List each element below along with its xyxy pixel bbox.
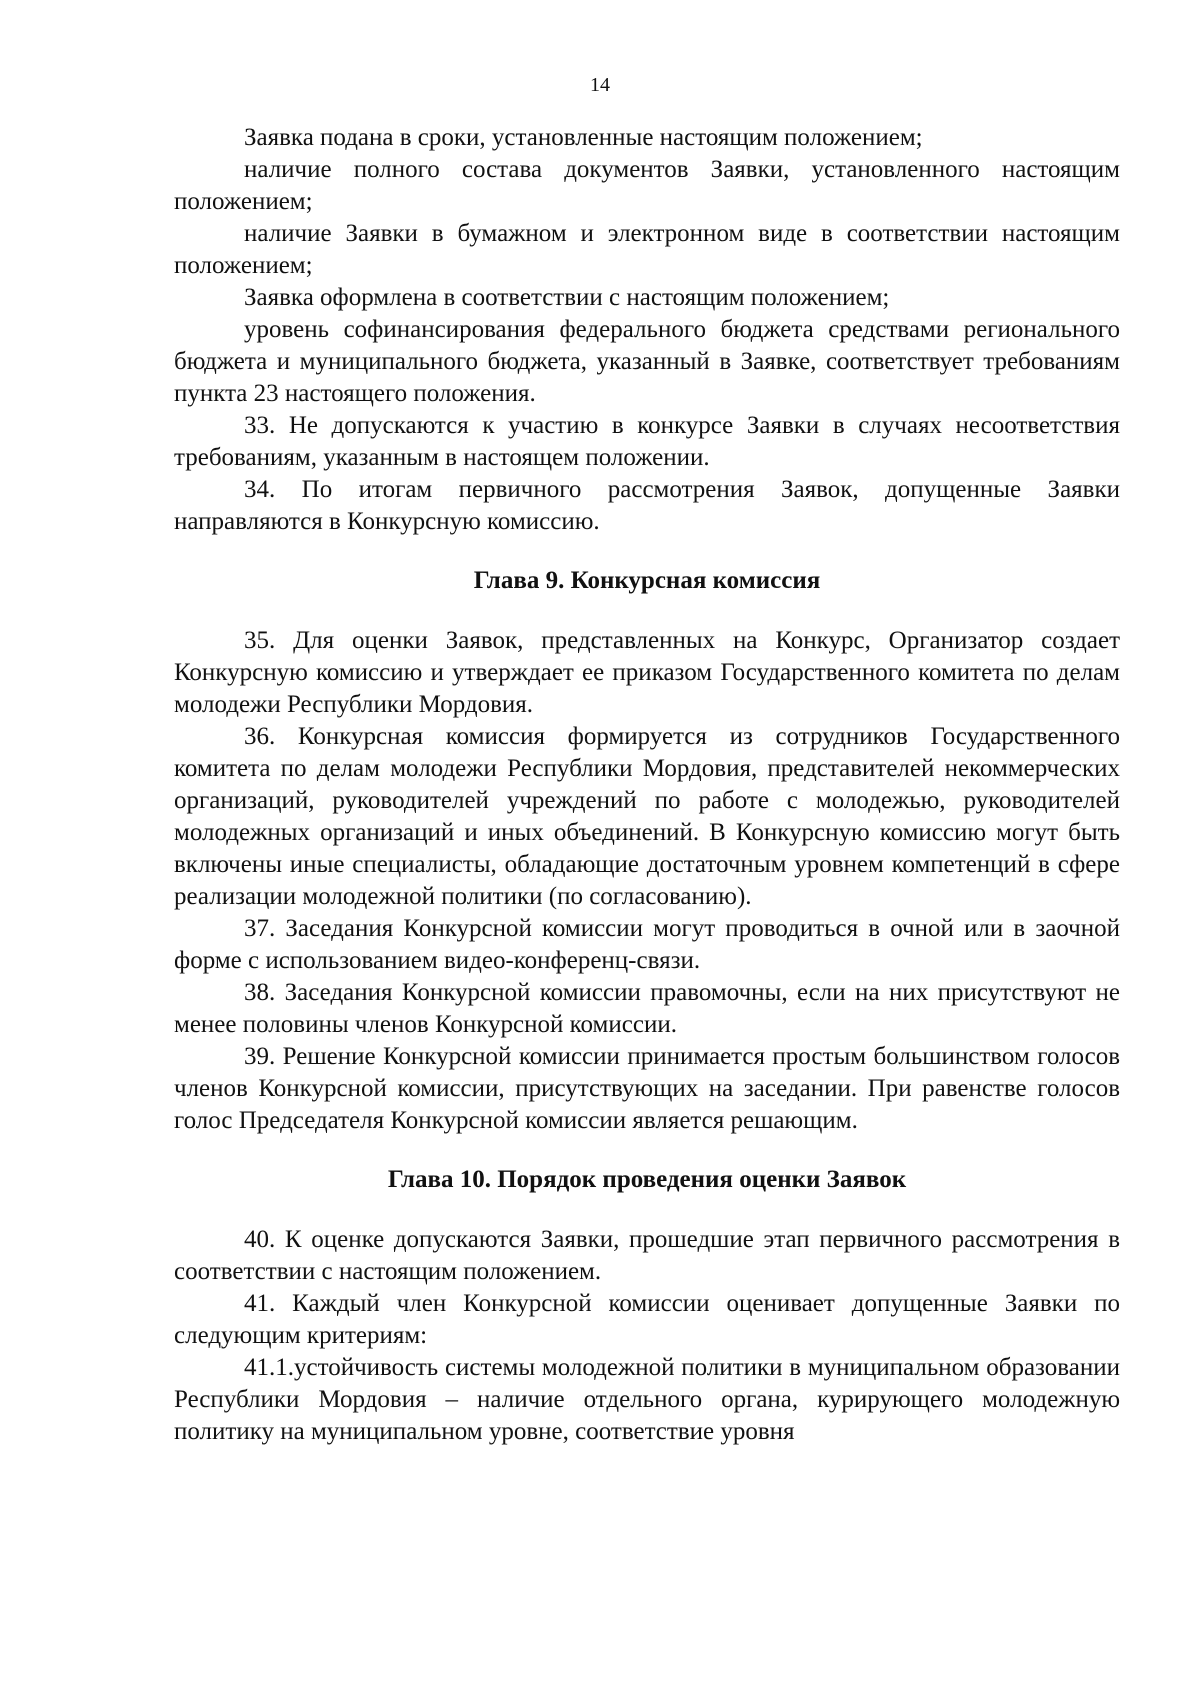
paragraph: 34. По итогам первичного рассмотрения Заявок, допущенные Заявки направляются в Конкурсную комиссию. bbox=[174, 476, 1120, 535]
paragraph: 37. Заседания Конкурсной комиссии могут проводиться в очной или в заочной форме с использованием видео-конференц-связи. bbox=[174, 915, 1120, 974]
document-body bbox=[174, 122, 1120, 1448]
paragraph: 35. Для оценки Заявок, представленных на Конкурс, Организатор создает Конкурсную комиссию и утверждает ее приказом Государственного комитета по делам молодежи Республики Мордовия. bbox=[174, 627, 1120, 718]
chapter-9-heading: Глава 9. Конкурсная комиссия bbox=[473, 567, 821, 594]
paragraph: Заявка оформлена в соответствии с настоящим положением; bbox=[244, 284, 890, 311]
paragraph: 38. Заседания Конкурсной комиссии правомочны, если на них присутствуют не менее половины членов Конкурсной комиссии. bbox=[174, 979, 1120, 1038]
paragraph: 40. К оценке допускаются Заявки, прошедшие этап первичного рассмотрения в соответствии с настоящим положением. bbox=[174, 1226, 1120, 1285]
paragraph: 36. Конкурсная комиссия формируется из сотрудников Государственного комитета по делам молодежи Республики Мордовия, представителей некоммерческих организаций, руководителей учреждений по работе с молодежью, руководителей молодежных организаций и иных объединений. В Конкурсную комиссию могут быть включены иные специалисты, обладающие достаточным уровнем компетенций в сфере реализации молодежной политики (по согласованию). bbox=[174, 723, 1120, 910]
paragraph: 41. Каждый член Конкурсной комиссии оценивает допущенные Заявки по следующим критериям: bbox=[174, 1290, 1120, 1349]
page-number: 14 bbox=[590, 74, 610, 96]
chapter-10-heading: Глава 10. Порядок проведения оценки Заявок bbox=[387, 1166, 907, 1193]
paragraph: 41.1.устойчивость системы молодежной политики в муниципальном образовании Республики Мордовия – наличие отдельного органа, курирующего молодежную политику на муниципальном уровне, соответствие уровня bbox=[174, 1354, 1120, 1445]
paragraph: наличие полного состава документов Заявки, установленного настоящим положением; bbox=[174, 156, 1120, 215]
paragraph: наличие Заявки в бумажном и электронном виде в соответствии настоящим положением; bbox=[174, 220, 1120, 279]
paragraph: уровень софинансирования федерального бюджета средствами регионального бюджета и муниципального бюджета, указанный в Заявке, соответствует требованиям пункта 23 настоящего положения. bbox=[174, 316, 1120, 407]
paragraph: 39. Решение Конкурсной комиссии принимается простым большинством голосов членов Конкурсной комиссии, присутствующих на заседании. При равенстве голосов голос Председателя Конкурсной комиссии является решающим. bbox=[174, 1043, 1120, 1134]
paragraph: Заявка подана в сроки, установленные настоящим положением; bbox=[244, 124, 923, 151]
paragraph: 33. Не допускаются к участию в конкурсе Заявки в случаях несоответствия требованиям, указанным в настоящем положении. bbox=[174, 412, 1120, 471]
